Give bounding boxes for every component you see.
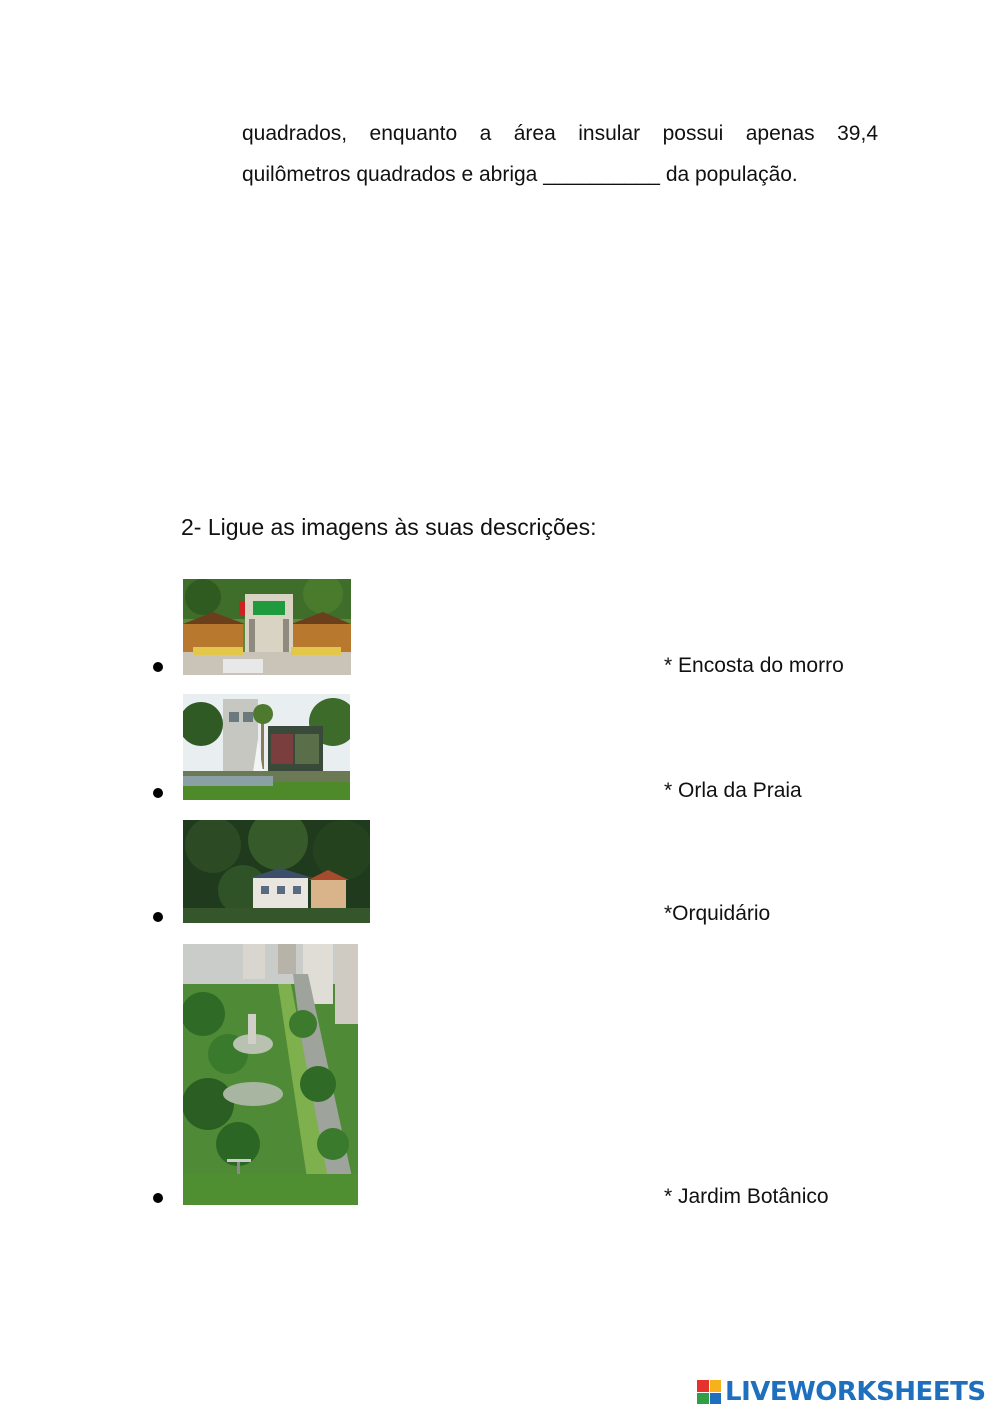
description-3: *Orquidário [664,902,771,925]
paragraph-line-2: quilômetros quadrados e abriga __________ da população. [242,163,798,186]
photo-beach-gardens[interactable] [183,944,358,1205]
bullet-4 [153,1193,163,1203]
description-4: * Jardim Botânico [664,1185,829,1208]
bullet-2 [153,788,163,798]
liveworksheets-logo-icon [697,1380,721,1404]
question-heading: 2- Ligue as imagens às suas descrições: [181,514,597,540]
bullet-3 [153,912,163,922]
description-1: * Encosta do morro [664,654,844,677]
bullet-1 [153,662,163,672]
photo-garden-fountain[interactable] [183,694,350,800]
photo-hillside-houses[interactable] [183,820,370,923]
paragraph-line-1: quadrados, enquanto a área insular possui apenas 39,4 [242,122,878,145]
brand-name: LIVEWORKSHEETS [725,1377,986,1407]
paragraph-text [242,113,878,195]
liveworksheets-brand [697,1374,986,1410]
photo-orquidario-entrance[interactable] [183,579,351,675]
description-2: * Orla da Praia [664,779,802,802]
